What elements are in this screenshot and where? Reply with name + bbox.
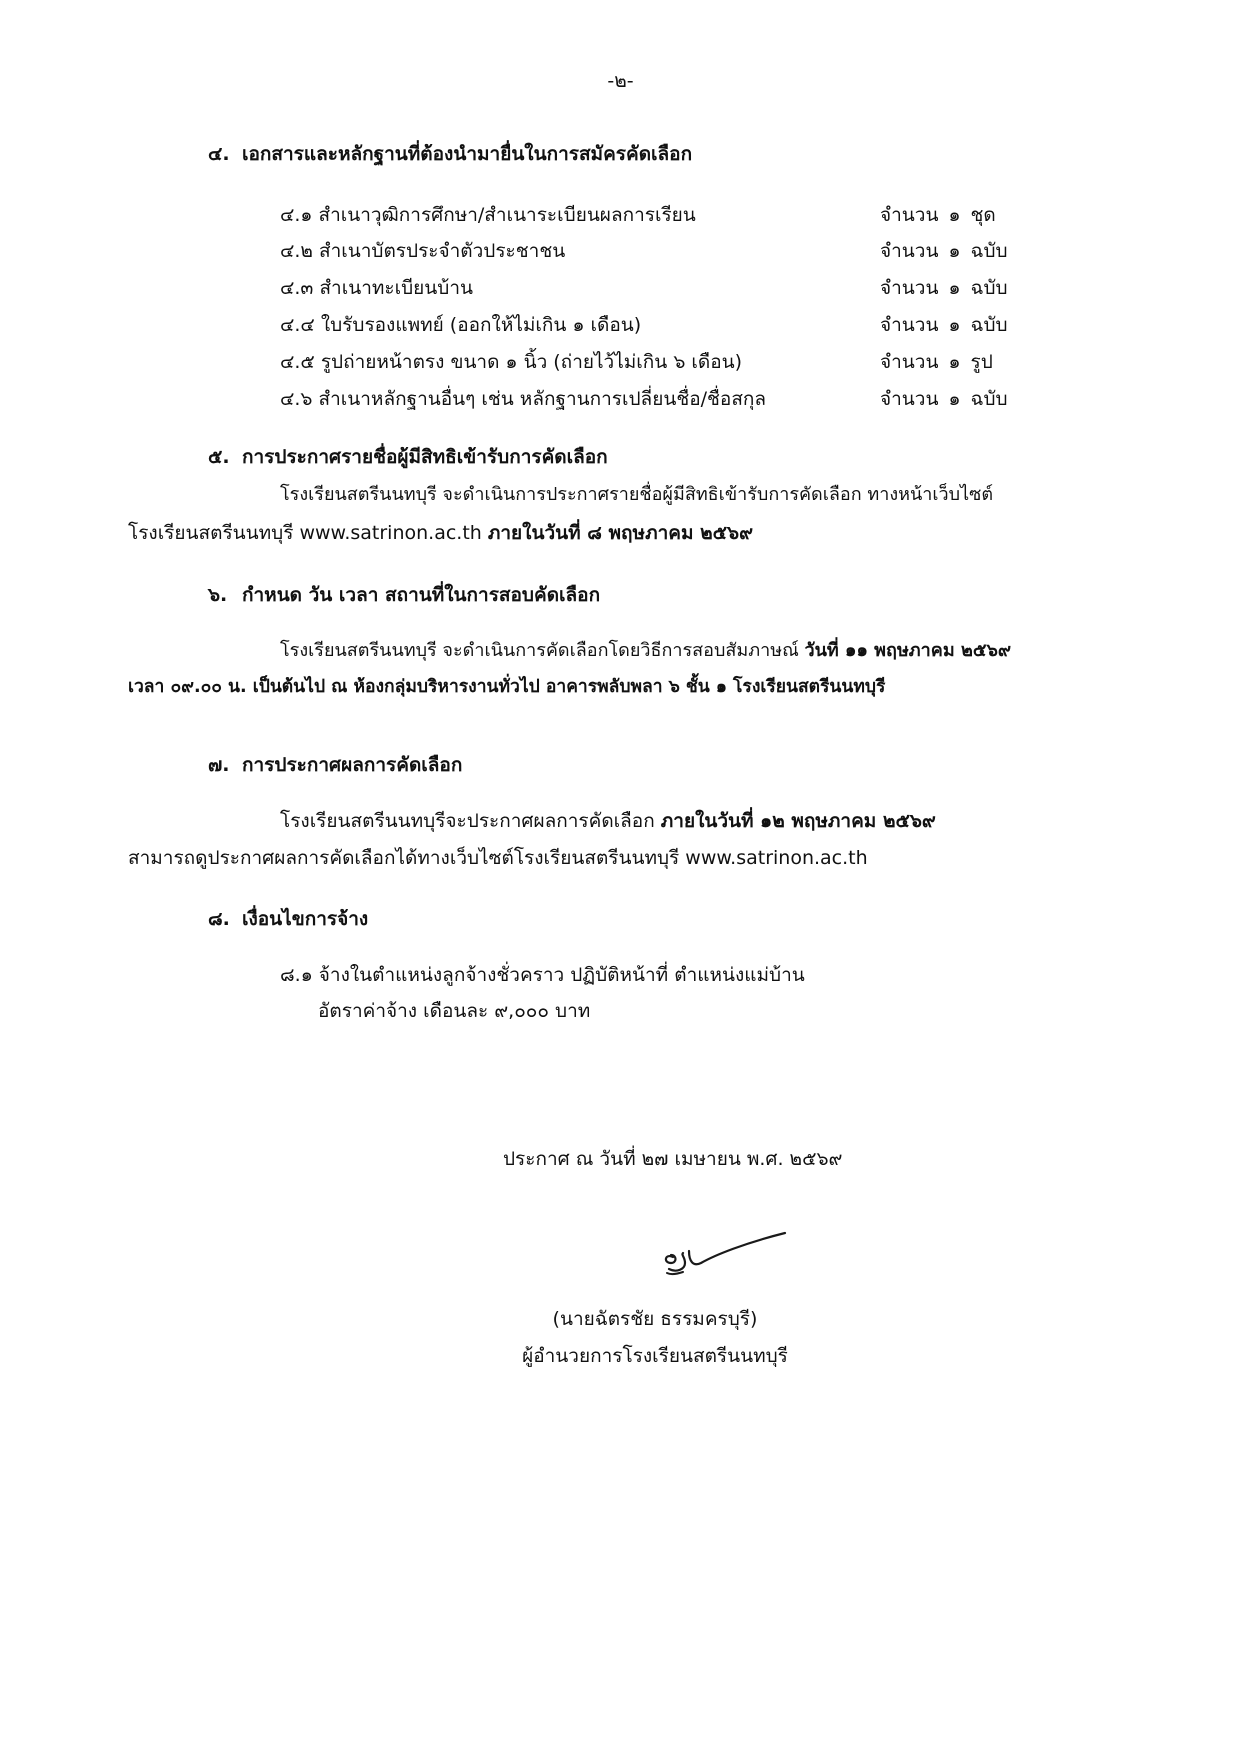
- section-7-announce-text: โรงเรียนสตรีนนทบุรีจะประกาศผลการคัดเลือก: [280, 810, 661, 832]
- section-8-item-1-line-1: ๘.๑ จ้างในตำแหน่งลูกจ้างชั่วคราว ปฏิบัติหน้าที่ ตำแหน่งแม่บ้าน: [280, 964, 805, 986]
- section-8-title: เงื่อนไขการจ้าง: [242, 908, 369, 930]
- document-item-4-4: [280, 310, 1040, 336]
- section-6-exam-date: วันที่ ๑๑ พฤษภาคม ๒๕๖๙: [804, 640, 1012, 661]
- signer-title: ผู้อำนวยการโรงเรียนสตรีนนทบุรี: [522, 1345, 788, 1367]
- item-quantity: จำนวน ๑ ฉบับ: [880, 388, 1008, 410]
- section-8-number: ๘.: [208, 908, 230, 930]
- item-quantity: จำนวน ๑ ฉบับ: [880, 314, 1008, 336]
- section-5-heading: [208, 448, 608, 467]
- section-8-item-1-line-2: อัตราค่าจ้าง เดือนละ ๙,๐๐๐ บาท: [318, 1000, 591, 1022]
- section-5-title: การประกาศรายชื่อผู้มีสิทธิเข้ารับการคัดเลือก: [242, 446, 608, 468]
- item-label: ๔.๔ ใบรับรองแพทย์ (ออกให้ไม่เกิน ๑ เดือน): [280, 314, 642, 336]
- section-7-line-1: [280, 812, 936, 831]
- item-quantity: จำนวน ๑ ฉบับ: [880, 277, 1008, 299]
- section-5-line-1: โรงเรียนสตรีนนทบุรี จะดำเนินการประกาศรายชื่อผู้มีสิทธิเข้ารับการคัดเลือก ทางหน้าเว็บไซต์: [280, 484, 994, 505]
- signature-icon: [655, 1225, 790, 1280]
- item-label: ๔.๑ สำเนาวุฒิการศึกษา/สำเนาระเบียนผลการเรียน: [280, 204, 696, 226]
- section-6-method-text: โรงเรียนสตรีนนทบุรี จะดำเนินการคัดเลือกโดยวิธีการสอบสัมภาษณ์: [280, 640, 805, 661]
- section-6-number: ๖.: [208, 584, 228, 606]
- item-label: ๔.๒ สำเนาบัตรประจำตัวประชาชน: [280, 240, 566, 262]
- signer-name: (นายฉัตรชัย ธรรมครบุรี): [552, 1308, 758, 1330]
- page-number: -๒-: [607, 70, 634, 92]
- item-quantity: จำนวน ๑ ชุด: [880, 204, 996, 226]
- section-5-deadline: ภายในวันที่ ๘ พฤษภาคม ๒๕๖๙: [487, 522, 753, 544]
- document-item-4-3: [280, 273, 1040, 299]
- section-7-heading: [208, 756, 462, 775]
- section-6-line-1: [280, 642, 1011, 660]
- section-7-line-2: สามารถดูประกาศผลการคัดเลือกได้ทางเว็บไซต์โรงเรียนสตรีนนทบุรี www.satrinon.ac.th: [128, 847, 868, 869]
- announcement-date: ประกาศ ณ วันที่ ๒๗ เมษายน พ.ศ. ๒๕๖๙: [503, 1148, 843, 1170]
- section-7-result-date: ภายในวันที่ ๑๒ พฤษภาคม ๒๕๖๙: [660, 810, 936, 832]
- section-4-number: ๔.: [208, 143, 230, 165]
- document-item-4-5: [280, 347, 1040, 373]
- item-label: ๔.๓ สำเนาทะเบียนบ้าน: [280, 277, 473, 299]
- section-7-number: ๗.: [208, 754, 230, 776]
- item-label: ๔.๕ รูปถ่ายหน้าตรง ขนาด ๑ นิ้ว (ถ่ายไว้ไม่เกิน ๖ เดือน): [280, 351, 743, 373]
- section-5-number: ๕.: [208, 446, 230, 468]
- section-6-heading: [208, 586, 600, 605]
- item-quantity: จำนวน ๑ รูป: [880, 351, 993, 373]
- section-6-line-2-time-location: เวลา ๐๙.๐๐ น. เป็นต้นไป ณ ห้องกลุ่มบริหารงานทั่วไป อาคารพลับพลา ๖ ชั้น ๑ โรงเรียนสตรีนนทบุรี: [128, 677, 886, 697]
- document-item-4-1: [280, 200, 1040, 226]
- section-6-title: กำหนด วัน เวลา สถานที่ในการสอบคัดเลือก: [242, 584, 601, 606]
- section-8-heading: [208, 910, 368, 929]
- section-4-title: เอกสารและหลักฐานที่ต้องนำมายื่นในการสมัครคัดเลือก: [242, 143, 693, 165]
- section-7-title: การประกาศผลการคัดเลือก: [242, 754, 463, 776]
- section-4-heading: [208, 145, 692, 164]
- section-5-website-text: โรงเรียนสตรีนนทบุรี www.satrinon.ac.th: [128, 522, 488, 544]
- item-quantity: จำนวน ๑ ฉบับ: [880, 240, 1008, 262]
- section-5-line-2: [128, 524, 753, 543]
- item-label: ๔.๖ สำเนาหลักฐานอื่นๆ เช่น หลักฐานการเปลี่ยนชื่อ/ชื่อสกุล: [280, 388, 767, 410]
- document-item-4-2: [280, 236, 1040, 262]
- document-item-4-6: [280, 384, 1040, 410]
